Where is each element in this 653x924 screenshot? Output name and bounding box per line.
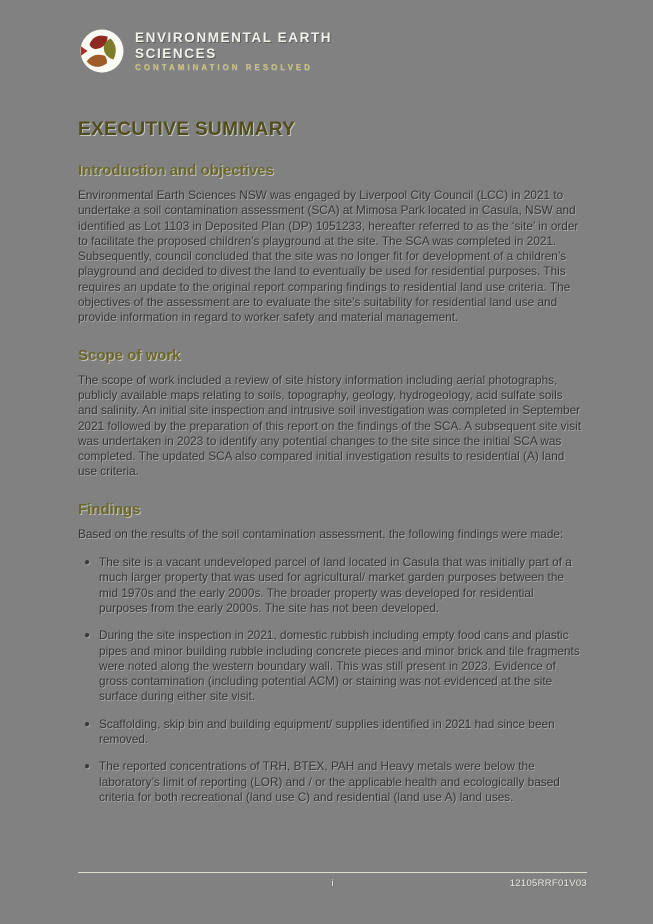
bullet-icon: ● (84, 630, 91, 642)
finding-item (84, 555, 585, 616)
finding-text: The site is a vacant undeveloped parcel of land located in Casula that was initially part of a much larger property that was used for agricultural/ market garden purposes between the mid 1970s and the early 2000s. The broader property was developed for residential purposes from the early 2000s. The site has not been developed. (99, 555, 572, 615)
scope-paragraph: The scope of work included a review of site history information including aerial photographs, publicly available maps relating to soils, topography, geology, hydrogeology, acid sulfate soils and salinity. An initial site inspection and intrusive soil investigation was completed in September 2021 followed by the preparation of this report on the findings of the SCA. A subsequent site visit was undertaken in 2023 to identify any potential changes to the site since the initial SCA was completed. The updated SCA also compared initial investigation results to residential (A) land use criteria. (78, 372, 581, 479)
section-heading-scope: Scope of work (78, 346, 181, 364)
page-footer (78, 872, 587, 889)
page-title: EXECUTIVE SUMMARY (78, 119, 296, 140)
environmental-earth-sciences-logo-icon (78, 28, 124, 74)
findings-list (78, 555, 585, 805)
finding-text: Scaffolding, skip bin and building equipment/ supplies identified in 2021 had since been removed. (99, 716, 555, 747)
company-tagline: CONTAMINATION RESOLVED (135, 62, 313, 72)
finding-text: During the site inspection in 2021, domestic rubbish including empty food cans and plastic pipes and minor building rubble including concrete pieces and minor brick and tile fragments were noted along the western boundary wall. This was still present in 2023. Evidence of gross contamination (including potential ACM) or staining was not evidenced at the site surface during either site visit. (99, 628, 580, 704)
findings-intro: Based on the results of the soil contamination assessment, the following findings were made: (78, 526, 564, 541)
finding-item (84, 717, 585, 748)
introduction-paragraph: Environmental Earth Sciences NSW was engaged by Liverpool City Council (LCC) in 2021 to undertake a soil contamination assessment (SCA) at Mimosa Park located in Casula, NSW and identified as Lot 1103 in Deposited Plan (DP) 1051233, hereafter referred to as the ‘site’ in order to facilitate the proposed children’s playground at the site. The SCA was completed in 2021. Subsequently, council concluded that the site was no longer fit for development of a children’s playground and decided to divest the land to eventually be used for residential purposes. This requires an update to the original report comparing findings to residential land use criteria. The objectives of the assessment are to evaluate the site’s suitability for residential land use and provide information in regard to worker safety and material management. (78, 188, 579, 325)
finding-text: The reported concentrations of TRH, BTEX, PAH and Heavy metals were below the laboratory’s limit of reporting (LOR) and / or the applicable health and ecologically based criteria for both recreational (land use C) and residential (land use A) land uses. (99, 759, 560, 804)
company-name-line2: SCIENCES (135, 45, 217, 61)
document-id: 12105RRF01V03 (509, 878, 587, 889)
company-name-line1: ENVIRONMENTAL EARTH (135, 30, 333, 46)
company-logo (78, 28, 585, 74)
bullet-icon: ● (84, 718, 91, 730)
page-number: i (331, 878, 334, 889)
section-heading-findings: Findings (78, 500, 141, 518)
bullet-icon: ● (84, 761, 91, 773)
finding-item (84, 628, 585, 704)
bullet-icon: ● (84, 557, 91, 569)
section-heading-introduction: Introduction and objectives (78, 162, 274, 179)
finding-item (84, 759, 585, 805)
company-wordmark (135, 30, 332, 71)
